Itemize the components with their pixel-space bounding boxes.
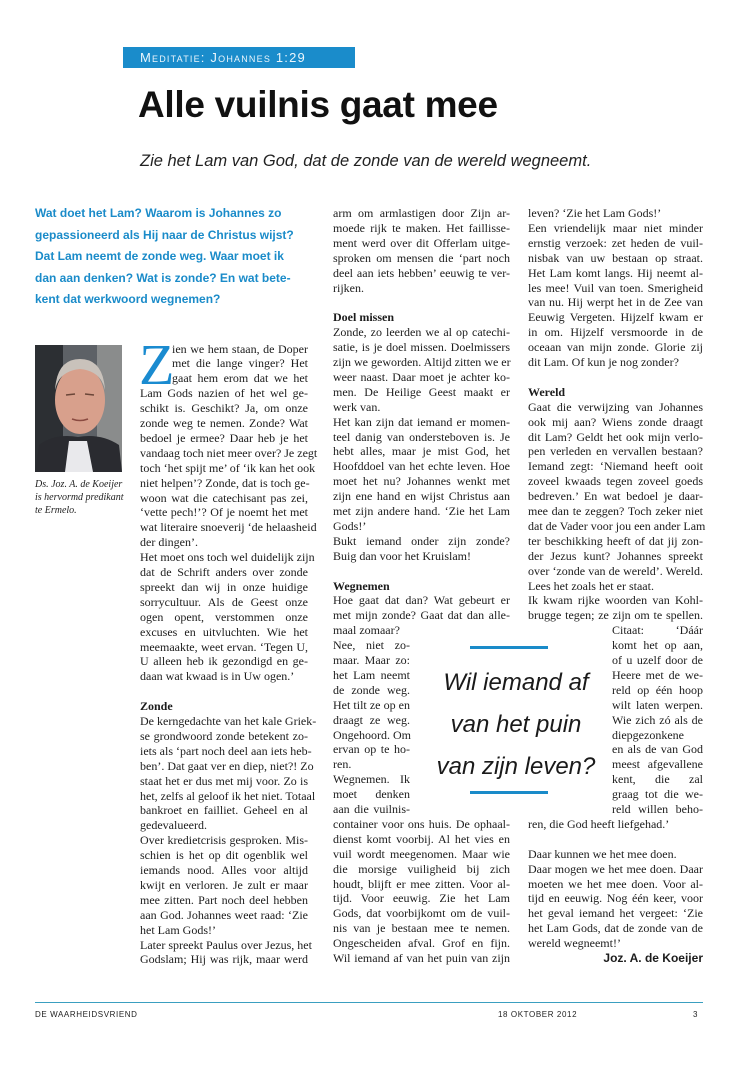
body-text-line: Citaat: ‘Dáár <box>612 623 703 638</box>
article-subtitle: Zie het Lam van God, dat de zonde van de wereld wegneemt. <box>140 152 592 170</box>
body-text-line: tijd en eeuwig. Nog één keer, voor <box>528 891 703 906</box>
lead-line: Wat doet het Lam? Waarom is Johannes zo <box>35 206 282 220</box>
body-text-line: pen verleden en vervallen bestaan? <box>528 444 703 459</box>
body-text-line: Nee, niet zo- <box>333 638 410 653</box>
body-text-line: ‘vette pech!’? Of je noemt het met <box>140 505 308 520</box>
body-text-line: maar. Maar zo: <box>333 653 410 667</box>
body-text-line: kent, die zal <box>612 772 703 787</box>
body-text-line: rijken. <box>333 280 364 295</box>
author-photo <box>35 345 122 472</box>
body-text-line: bankroet en failliet. Geheel en al <box>140 803 308 818</box>
body-text-line: Ik kwam rijke woorden van Kohl- <box>528 593 703 608</box>
footer-divider <box>35 1002 703 1003</box>
body-text-line: wat literaire snoeverij ‘de helaasheid <box>140 520 317 535</box>
body-text-line: woon wat die catechisant pas zei, <box>140 490 308 505</box>
body-text-line: Het Lam komt langs. Hij neemt al- <box>528 265 703 280</box>
body-text-line: Ongehoord. Om <box>333 727 411 742</box>
body-text-line: brugge tegen; ze zijn om te spellen. <box>528 608 703 623</box>
body-text-line: Wie zich zó als de <box>612 712 703 727</box>
body-text-line: Bukt iemand onder zijn zonde? <box>333 533 510 548</box>
body-text-line: Wil iemand af van het puin van zijn <box>333 951 510 965</box>
body-text-line: mee dan te zeggen? Toch zeker niet <box>528 504 703 518</box>
lead-paragraph <box>35 203 320 311</box>
body-text-line: deel aan iets hebben’ eeuwig te ver- <box>333 265 510 280</box>
body-text-line: aan die vuilnis- <box>333 802 410 816</box>
body-text-line: ment werd over dit Offerlam uitge- <box>333 235 510 250</box>
body-text-line: wilt laten werpen. <box>612 697 703 712</box>
body-text-line: ien we hem staan, de Doper <box>172 341 308 356</box>
body-text-line: De kerngedachte van het kale Griek- <box>140 714 317 728</box>
body-text-line: gaat hem erom dat we het <box>172 371 308 386</box>
body-text-line: zoveel kwaads tegen zoveel goeds <box>528 474 703 489</box>
body-text-line: draagt ze weg. <box>333 712 410 727</box>
body-text-line: het Lam Gods!’ <box>140 922 216 937</box>
section-heading: Wereld <box>528 384 566 399</box>
body-text-line: van nu. Hij werpt het in de Zee van <box>528 295 703 310</box>
body-text-line: U alleen heb ik gezondigd en ge- <box>140 654 308 669</box>
body-text-line: Lees het zoals het er staat. <box>528 578 654 593</box>
body-text-line: moeten we het mee doen. Voor al- <box>528 876 703 891</box>
body-text-line: Iemand zegt: ‘Niemand heeft ooit <box>528 459 703 474</box>
body-text-line: meest afgevallene <box>612 757 703 772</box>
body-text-line: dienst komt voorbij. Al het vies en <box>333 831 510 846</box>
body-text-line: ben’. Dat gaat ver en diep, niet?! Zo <box>140 758 314 773</box>
pull-quote-line: van het puin <box>450 711 582 738</box>
body-text-line: Wegnemen. Ik <box>333 772 410 787</box>
body-text-line: Het tilt ze op en <box>333 697 410 712</box>
body-text-line: moede rijk te maken. Het faillisse- <box>333 220 510 235</box>
body-text-line: Over kredietcrisis gesproken. Mis- <box>140 833 308 848</box>
body-text-line: se grondwoord zonde betekent zo- <box>140 728 308 743</box>
section-heading: Doel missen <box>333 310 394 325</box>
body-text-line: Heere met de we- <box>612 667 703 682</box>
body-text-line: de zonde weg. <box>333 682 410 697</box>
body-text-line: het Lam neemt <box>333 667 410 682</box>
body-text-line: sproken om mensen die ‘part noch <box>333 250 510 265</box>
body-text-line: dat de Vader voor jou een ander Lam <box>528 518 706 533</box>
body-text-line: excuses en uitvluchten. Wie het <box>140 624 308 639</box>
body-text-line: ren. <box>333 757 352 772</box>
body-text-line: bedoel je ermee? Daar heb je het <box>140 430 308 445</box>
pull-quote <box>425 662 607 788</box>
body-text-line: teel danig van ondersteboven is. Je <box>333 429 510 444</box>
body-text-line: Gods!’ <box>333 518 367 533</box>
body-text-line: over ‘zonde van de wereld’. Wereld. <box>528 563 703 578</box>
body-text-line: ook mij aan? Wiens zonde draagt <box>528 414 703 429</box>
body-text-line: dit Lam? Geldt het ook mijn verlo- <box>528 429 703 444</box>
body-text-line: Een vriendelijk maar niet minder <box>528 220 703 235</box>
body-text-line: zijn ene hand en wijst Christus aan <box>333 489 510 504</box>
body-text-line: Hoofddoel van het echte leven. Hoe <box>333 459 510 474</box>
body-text-line: komt het op aan, <box>612 638 703 653</box>
body-text-line: kwijt en verloren. Je zult er maar <box>140 877 308 892</box>
body-text-line: Hoe gaat dat dan? Wat gebeurt er <box>333 593 510 608</box>
caption-line: Ds. Joz. A. de Koeijer <box>35 479 123 490</box>
body-text-line: vuil wordt meegenomen. Maar wie <box>333 846 510 861</box>
body-text-line: houdt, blijft er mee zitten. Voor al- <box>333 876 510 891</box>
body-text-line: dit Lam. Of kun je nog zonder? <box>528 355 679 369</box>
body-text-line: gedevalueerd. <box>140 818 207 833</box>
body-text-line: maal zomaar? <box>333 623 400 638</box>
body-text-line: moet denken <box>333 787 410 802</box>
body-text-line: niet helpen’? Zonde, dat is toch ge- <box>140 475 310 490</box>
body-text-line: graag tot die we- <box>612 787 703 802</box>
body-text-line: oceaan van mijn zonde. Glorie zij <box>528 340 703 355</box>
body-text-line: zijn we geworden. Altijd zitten we er <box>333 355 511 369</box>
pull-quote-line: van zijn leven? <box>436 753 596 780</box>
body-text-line: diepgezonkene <box>612 727 684 742</box>
body-text-line: les mee! Vuil van toen. Smerigheid <box>528 280 703 295</box>
body-text-line: en als de van God <box>612 742 703 757</box>
body-text-line: satie, is je doel missen. Doelmissers <box>333 340 510 355</box>
body-text-line: ogen opent, verstommen onze <box>140 609 308 624</box>
body-text-line: Godslam; Hij was rijk, maar werd <box>140 952 308 967</box>
section-heading: Wegnemen <box>333 578 390 593</box>
body-text-line: Het moet ons toch wel duidelijk zijn <box>140 550 315 565</box>
body-text-line: het geval iemand het vergeet: ‘Zie <box>528 906 703 921</box>
body-text-line: vandaag toch niet meer over? Je zegt <box>140 445 318 460</box>
body-text-line: die morsige vuiligheid bij zich <box>333 861 510 876</box>
body-text-line: iemands nood. Alles voor altijd <box>140 863 308 877</box>
body-text-line: Buig dan voor het Kruislam! <box>333 548 471 563</box>
body-text-line: arm om armlastigen door Zijn ar- <box>333 206 510 220</box>
body-text-line: ervan op te ho- <box>333 742 410 757</box>
body-text-line: container voor ons huis. De ophaal- <box>333 816 510 831</box>
body-text-line: der dingen’. <box>140 535 198 550</box>
lead-line: Dat Lam neemt de zonde weg. Waar moet ik <box>35 249 284 263</box>
body-text-line: moet het nu? Johannes wenkt met <box>333 474 510 489</box>
body-text-line: met mijn zonde? Gaat dat dan alle- <box>333 608 510 623</box>
body-text-line: sorrycultuur. Als de Geest onze <box>140 594 308 609</box>
body-text-line: schikt is. Geschikt? Ja, om onze <box>140 401 308 416</box>
body-text-line: nisbak van uw bestaan op straat. <box>528 250 703 265</box>
body-text-line: ren, die God heeft liefgehad.’ <box>528 816 670 831</box>
body-text-line: reld op één hoop <box>612 682 703 697</box>
photo-caption <box>35 478 124 517</box>
caption-line: te Ermelo. <box>35 505 77 516</box>
body-text-line: Eeuwig Vergeten. Hijzelf kwam er <box>528 310 703 325</box>
pull-quote-line: Wil iemand af <box>443 669 589 696</box>
lead-line: kent dat werkwoord wegnemen? <box>35 292 221 306</box>
footer-page-number: 3 <box>693 1010 699 1019</box>
body-text-line: ernstig verzoek: zet heden de vuil- <box>528 235 703 250</box>
drop-cap: Z <box>139 332 175 397</box>
body-text-line: met die lange vinger? Het <box>172 356 308 371</box>
body-text-line: weer naast. Daar moet je achter ko- <box>333 369 510 384</box>
lead-line: gepassioneerd als Hij naar de Christus wijst? <box>35 227 294 242</box>
article-title: Alle vuilnis gaat mee <box>138 84 498 125</box>
body-text-line: Gaat die verwijzing van Johannes <box>528 399 703 414</box>
caption-line: is hervormd predikant <box>35 492 124 503</box>
pull-quote-bottom-rule <box>470 791 548 794</box>
body-text-line: bedreven.’ En wat bedoel je daar- <box>528 489 703 504</box>
body-text-line: der Jezus kunt? Johannes spreekt <box>528 548 703 563</box>
body-text-line: met zijn andere hand. ‘Zie het Lam <box>333 504 510 518</box>
body-text-line: Daar mogen we het mee doen. Daar <box>528 861 703 876</box>
body-text-line: Zonde, zo leerden we al op catechi- <box>333 325 510 340</box>
body-text-line: wereld wegneemt!’ <box>528 936 621 951</box>
body-text-line: het, zelfs al geloof ik het niet. Totaal <box>140 788 316 803</box>
body-text-line: toch ‘het spijt me’ of ‘ik kan het ook <box>140 460 316 475</box>
body-text-line: Later spreekt Paulus over Jezus, het <box>140 937 312 952</box>
body-text-line: of u uzelf door de <box>612 653 703 667</box>
body-text-line: iets als ‘part noch deel aan iets heb- <box>140 743 312 758</box>
body-text-line: meemaakte, weet ervan. ‘Tegen U, <box>140 639 308 654</box>
body-text-line: Het kan zijn dat iemand er momen- <box>333 414 510 429</box>
section-kicker: Meditatie: Johannes 1:29 <box>123 47 355 68</box>
body-text-line: Ongescheiden afval. Grof en fijn. <box>333 936 510 951</box>
footer-date: 18 OKTOBER 2012 <box>498 1010 578 1019</box>
body-text-line: mee zitten. Part noch deel hebben <box>140 892 308 907</box>
body-text-line: staat het er dus met mij voor. Zo is <box>140 773 308 788</box>
body-text-line: aan God. Johannes weet raad: ‘Zie <box>140 907 308 922</box>
body-text-line: Daar kunnen we het mee doen. <box>528 846 677 861</box>
body-text-line: Lam Gods nazien of het wel ge- <box>140 386 308 401</box>
lead-line: dan aan denken? Wat is zonde? En wat bete- <box>35 270 291 285</box>
body-text-line: werk van. <box>333 399 381 414</box>
body-text-line: zonde weg te nemen. Zonde? Wat <box>140 416 308 430</box>
body-text-line: men. De Heilige Geest maakt er <box>333 384 510 399</box>
section-heading: Zonde <box>140 699 173 714</box>
body-text-line: daan wat kwaad is in Uw ogen.’ <box>140 669 295 684</box>
body-text-line: tijd. Voor eeuwig. Zie het Lam <box>333 891 510 906</box>
body-text-line: het Lam Gods, dat de zonde van de <box>528 921 703 936</box>
body-text-line: schien is het op dit ogenblik wel <box>140 848 308 863</box>
footer-publication: DE WAARHEIDSVRIEND <box>35 1010 138 1019</box>
body-text-line: spreekt dan wij in onze huidige <box>140 579 308 594</box>
pull-quote-top-rule <box>470 646 548 649</box>
body-text-line: in om. Hijzelf versmoorde in de <box>528 325 703 340</box>
body-text-line: ter beschikking heeft of dat jij zon- <box>528 533 703 548</box>
body-text-line: Gods, dat voorbijkomt om de vuil- <box>333 906 510 921</box>
body-text-line: nis van je bestaan mee te nemen. <box>333 921 510 936</box>
body-text-line: hebt alles, maar je mist God, het <box>333 444 510 459</box>
author-signature: Joz. A. de Koeijer <box>603 951 703 965</box>
body-text-line: dat de Schrift anders over zonde <box>140 565 308 579</box>
body-text-line: leven? ‘Zie het Lam Gods!’ <box>528 206 662 220</box>
body-text-line: reld willen beho- <box>612 802 703 816</box>
